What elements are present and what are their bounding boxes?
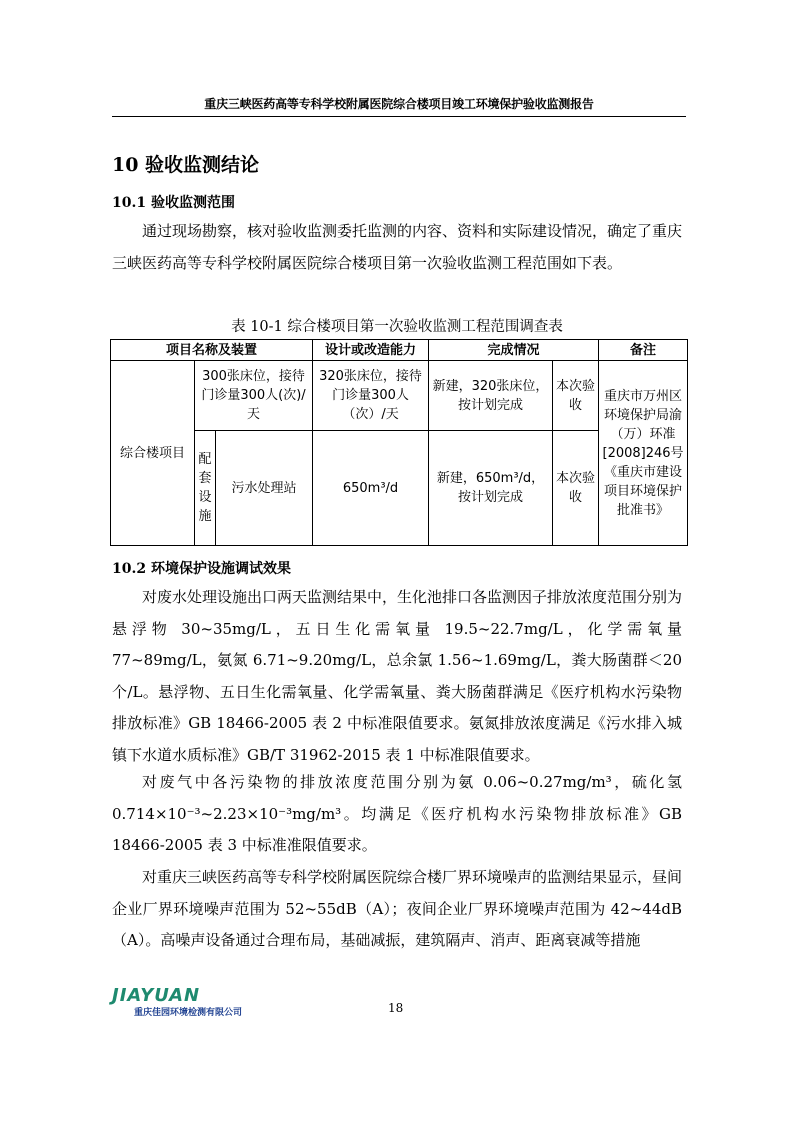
row2-status: 新建，650m³/d，按计划完成	[429, 431, 553, 546]
noise-paragraph: 对重庆三峡医药高等专科学校附属医院综合楼厂界环境噪声的监测结果显示，昼间企业厂界环境噪声范围为 52~55dB（A）；夜间企业厂界环境噪声范围为 42~44dB（A）。高噪声设备通过合理布局，基础减振，建筑隔声、消声、距离衰减等措施	[112, 868, 683, 949]
row2-scope: 本次验收	[553, 431, 599, 546]
page-number: 18	[388, 1001, 404, 1015]
header-note: 备注	[599, 340, 688, 361]
row2-category: 配套设施	[195, 431, 216, 546]
subsection-title-10-2: 10.2 环境保护设施调试效果	[112, 561, 291, 577]
section-title: 10 验收监测结论	[112, 154, 260, 176]
scope-table	[110, 339, 688, 546]
scope-paragraph: 通过现场勘察，核对验收监测委托监测的内容、资料和实际建设情况，确定了重庆三峡医药高等专科学校附属医院综合楼项目第一次验收监测工程范围如下表。	[112, 222, 683, 272]
wastewater-paragraph: 对废水处理设施出口两天监测结果中，生化池排口各监测因子排放浓度范围分别为悬浮物 30~35mg/L，五日生化需氧量 19.5~22.7mg/L，化学需氧量 77~89mg/L，氨氮 6.71~9.20mg/L，总余氯 1.56~1.69mg/L，粪大肠菌群＜20个/L。悬浮物、五日生化需氧量、化学需氧量、粪大肠菌群满足《医疗机构水污染物排放标准》GB 18466-2005 表 2 中标准限值要求。氨氮排放浓度满足《污水排入城镇下水道水质标准》GB/T 31962-2015 表 1 中标准限值要求。	[112, 588, 683, 764]
header-capacity: 设计或改造能力	[313, 340, 429, 361]
logo-wordmark: JIAYUAN	[112, 985, 201, 1006]
row2-item: 污水处理站	[216, 431, 313, 546]
project-cell: 综合楼项目	[111, 361, 195, 546]
table-row	[111, 361, 688, 431]
row1-status: 新建，320张床位，按计划完成	[429, 361, 553, 431]
row1-item: 300张床位，接待门诊量300人(次)/天	[195, 361, 313, 431]
header-status: 完成情况	[429, 340, 599, 361]
running-header: 重庆三峡医药高等专科学校附属医院综合楼项目竣工环境保护验收监测报告	[112, 95, 686, 117]
row1-scope: 本次验收	[553, 361, 599, 431]
company-logo	[112, 985, 277, 1019]
header-project-name: 项目名称及装置	[111, 340, 313, 361]
waste-gas-paragraph: 对废气中各污染物的排放浓度范围分别为氨 0.06~0.27mg/m³，硫化氢 0.714×10⁻³~2.23×10⁻³mg/m³。均满足《医疗机构水污染物排放标准》GB 18466-2005 表 3 中标准准限值要求。	[112, 773, 682, 854]
row2-capacity: 650m³/d	[313, 431, 429, 546]
subsection-title-10-1: 10.1 验收监测范围	[112, 195, 235, 211]
note-cell: 重庆市万州区环境保护局渝（万）环准[2008]246号《重庆市建设项目环境保护批准书》	[599, 361, 688, 546]
logo-company-name: 重庆佳园环境检测有限公司	[134, 1008, 243, 1018]
table-header-row	[111, 340, 688, 361]
row1-capacity: 320张床位，接待门诊量300人（次）/天	[313, 361, 429, 431]
table-caption: 表 10-1 综合楼项目第一次验收监测工程范围调查表	[231, 319, 563, 335]
